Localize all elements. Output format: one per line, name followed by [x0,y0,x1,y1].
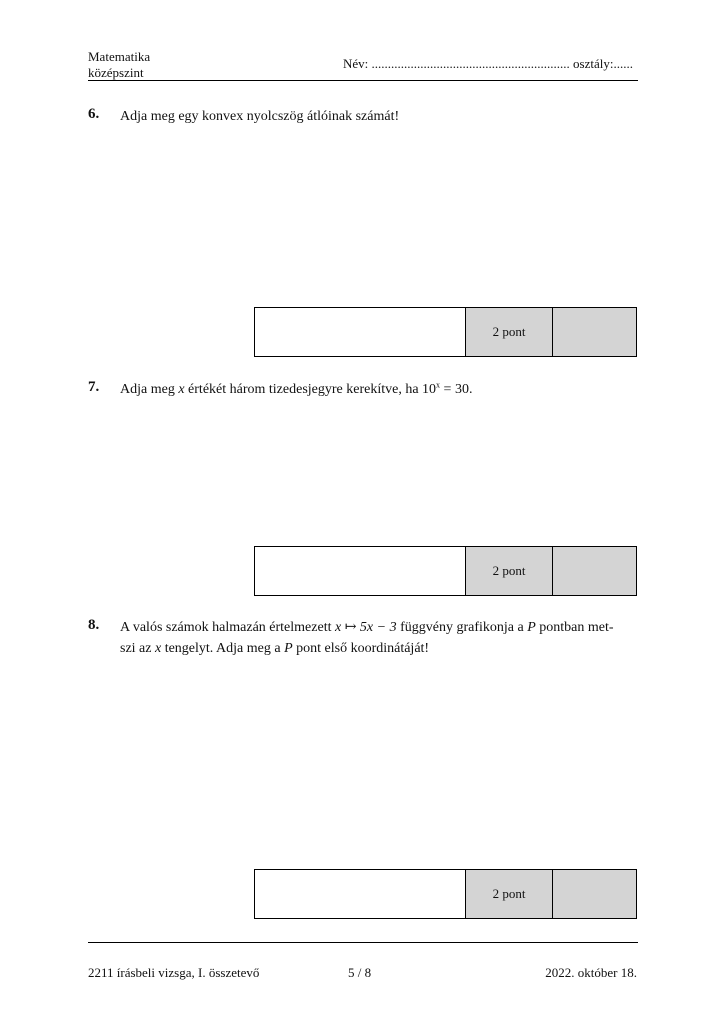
score-box-7 [254,546,637,596]
q8-line2-a: szi az [120,641,155,656]
question-text-6: Adja meg egy konvex nyolcszög átlóinak számát! [120,109,400,124]
answer-field-8[interactable] [255,870,466,918]
grade-field-7 [553,547,636,595]
answer-field-6[interactable] [255,308,466,356]
question-text-8 [120,617,637,659]
header-rule [88,80,638,81]
q8-point-p-2: P [284,641,293,656]
header-subject-block [88,49,150,81]
score-box-8 [254,869,637,919]
q7-prefix: Adja meg [120,382,179,397]
header-name-field: Név: ............................................................. osztály:...... [343,56,633,71]
answer-field-7[interactable] [255,547,466,595]
footer-exam-info: 2211 írásbeli vizsga, I. összetevő [88,965,260,980]
q8-line1-c: pontban met- [535,620,614,635]
question-number-6: 6. [88,106,100,122]
q8-var-x: x [154,641,162,656]
q8-line2-b: tengelyt. Adja meg a [161,641,285,656]
header-level: középszint [88,65,144,80]
q7-var-x: x [178,382,185,397]
grade-field-6 [553,308,636,356]
q7-suffix: = 30. [440,382,473,397]
q8-line2-c: pont első koordinátáját! [292,641,430,656]
grade-field-8 [553,870,636,918]
q8-line1-b: függvény grafikonja a [396,620,528,635]
score-box-6 [254,307,637,357]
question-number-8: 8. [88,617,100,633]
question-number-7: 7. [88,379,100,395]
q8-function: x ↦ 5x − 3 [334,620,397,635]
points-label-6: 2 pont [466,308,553,356]
footer-rule [88,942,638,943]
footer-date: 2022. október 18. [545,965,637,980]
q7-mid: értékét három tizedesjegyre kerekítve, ha 10 [184,382,437,397]
q8-point-p: P [527,620,536,635]
header-subject: Matematika [88,49,151,64]
q7-exponent: x [436,380,441,390]
q8-line-1 [120,617,637,638]
footer-page-number: 5 / 8 [348,965,372,980]
q8-line1-a: A valós számok halmazán értelmezett [120,620,335,635]
question-text-7 [120,379,637,400]
points-label-8: 2 pont [466,870,553,918]
q8-line-2 [120,638,637,659]
points-label-7: 2 pont [466,547,553,595]
